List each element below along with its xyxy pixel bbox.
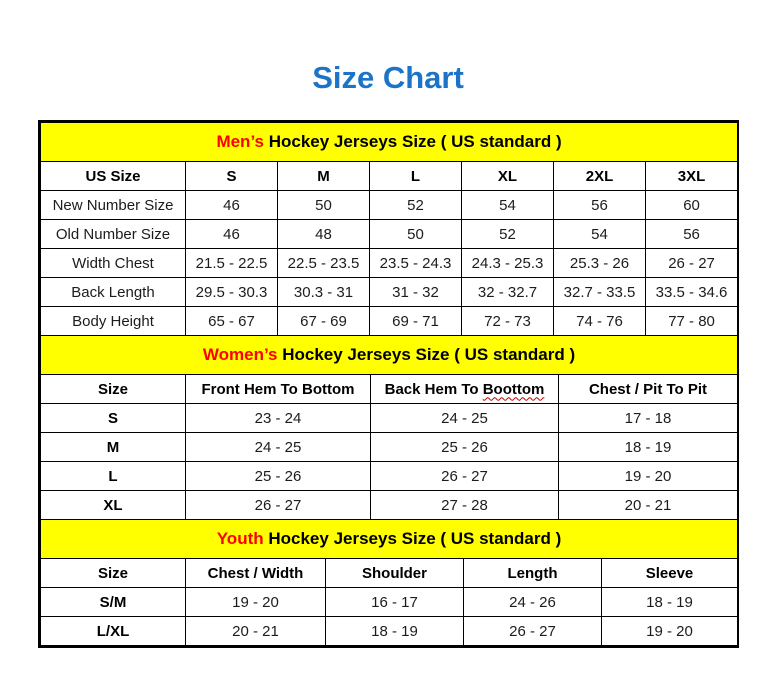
size-cell: 72 - 73 bbox=[462, 307, 554, 336]
row-label: Back Length bbox=[41, 278, 186, 307]
misspelled-word: Boottom bbox=[482, 380, 545, 398]
table-row bbox=[41, 123, 738, 162]
column-header: Shoulder bbox=[326, 559, 464, 588]
row-label: L bbox=[41, 462, 186, 491]
size-cell: 54 bbox=[462, 191, 554, 220]
mens-section-title-rest: Hockey Jerseys Size ( US standard ) bbox=[263, 132, 562, 151]
row-label: Old Number Size bbox=[41, 220, 186, 249]
row-label: S/M bbox=[41, 588, 186, 617]
table-row bbox=[41, 220, 738, 249]
size-cell: 50 bbox=[278, 191, 370, 220]
size-cell: 56 bbox=[554, 191, 646, 220]
size-cell: 24 - 26 bbox=[464, 588, 602, 617]
size-cell: 52 bbox=[370, 191, 462, 220]
column-header: XL bbox=[462, 162, 554, 191]
size-cell: 24.3 - 25.3 bbox=[462, 249, 554, 278]
size-cell: 20 - 21 bbox=[559, 491, 738, 520]
column-header: US Size bbox=[41, 162, 186, 191]
row-label: M bbox=[41, 433, 186, 462]
column-header: 2XL bbox=[554, 162, 646, 191]
row-label: L/XL bbox=[41, 617, 186, 646]
womens-section-title-highlight: Women’s bbox=[202, 345, 278, 364]
table-row bbox=[41, 307, 738, 336]
column-header: Front Hem To Bottom bbox=[186, 375, 371, 404]
size-cell: 24 - 25 bbox=[186, 433, 371, 462]
size-cell: 16 - 17 bbox=[326, 588, 464, 617]
size-cell: 19 - 20 bbox=[559, 462, 738, 491]
table-row bbox=[41, 617, 738, 646]
column-header: Size bbox=[41, 559, 186, 588]
size-cell: 65 - 67 bbox=[186, 307, 278, 336]
row-label: XL bbox=[41, 491, 186, 520]
size-cell: 26 - 27 bbox=[646, 249, 738, 278]
size-cell: 23.5 - 24.3 bbox=[370, 249, 462, 278]
womens-size-table bbox=[40, 335, 738, 520]
size-cell: 46 bbox=[186, 191, 278, 220]
table-row bbox=[41, 375, 738, 404]
size-cell: 50 bbox=[370, 220, 462, 249]
size-cell: 77 - 80 bbox=[646, 307, 738, 336]
size-cell: 52 bbox=[462, 220, 554, 249]
table-row bbox=[41, 249, 738, 278]
table-row bbox=[41, 191, 738, 220]
mens-size-table bbox=[40, 122, 738, 336]
column-header: Length bbox=[464, 559, 602, 588]
size-cell: 26 - 27 bbox=[186, 491, 371, 520]
youth-section-title-rest: Hockey Jerseys Size ( US standard ) bbox=[263, 529, 562, 548]
column-header: Size bbox=[41, 375, 186, 404]
womens-section-title bbox=[41, 336, 738, 375]
table-row bbox=[41, 462, 738, 491]
size-cell: 69 - 71 bbox=[370, 307, 462, 336]
table-row bbox=[41, 278, 738, 307]
size-cell: 33.5 - 34.6 bbox=[646, 278, 738, 307]
size-cell: 56 bbox=[646, 220, 738, 249]
column-header: Sleeve bbox=[602, 559, 738, 588]
size-cell: 48 bbox=[278, 220, 370, 249]
column-header: L bbox=[370, 162, 462, 191]
size-cell: 24 - 25 bbox=[371, 404, 559, 433]
mens-section-title bbox=[41, 123, 738, 162]
size-cell: 23 - 24 bbox=[186, 404, 371, 433]
womens-section-title-rest: Hockey Jerseys Size ( US standard ) bbox=[277, 345, 576, 364]
size-cell: 54 bbox=[554, 220, 646, 249]
row-label: Body Height bbox=[41, 307, 186, 336]
size-cell: 32 - 32.7 bbox=[462, 278, 554, 307]
size-cell: 29.5 - 30.3 bbox=[186, 278, 278, 307]
size-cell: 18 - 19 bbox=[602, 588, 738, 617]
column-header: S bbox=[186, 162, 278, 191]
size-cell: 25.3 - 26 bbox=[554, 249, 646, 278]
size-cell: 19 - 20 bbox=[186, 588, 326, 617]
size-cell: 22.5 - 23.5 bbox=[278, 249, 370, 278]
row-label: Width Chest bbox=[41, 249, 186, 278]
youth-section-title-highlight: Youth bbox=[216, 529, 264, 548]
table-row bbox=[41, 588, 738, 617]
row-label: New Number Size bbox=[41, 191, 186, 220]
size-cell: 32.7 - 33.5 bbox=[554, 278, 646, 307]
size-cell: 74 - 76 bbox=[554, 307, 646, 336]
page-title: Size Chart bbox=[312, 60, 464, 95]
column-header: 3XL bbox=[646, 162, 738, 191]
youth-section-title bbox=[41, 520, 738, 559]
youth-size-table bbox=[40, 519, 738, 646]
size-cell: 46 bbox=[186, 220, 278, 249]
size-cell: 31 - 32 bbox=[370, 278, 462, 307]
table-row bbox=[41, 491, 738, 520]
size-cell: 67 - 69 bbox=[278, 307, 370, 336]
size-cell: 26 - 27 bbox=[371, 462, 559, 491]
column-header: M bbox=[278, 162, 370, 191]
size-cell: 19 - 20 bbox=[602, 617, 738, 646]
table-row bbox=[41, 336, 738, 375]
size-chart-container bbox=[38, 120, 739, 648]
table-row bbox=[41, 520, 738, 559]
column-header-text: Back Hem To bbox=[384, 380, 483, 398]
table-row bbox=[41, 559, 738, 588]
table-row bbox=[41, 162, 738, 191]
size-cell: 17 - 18 bbox=[559, 404, 738, 433]
size-cell: 26 - 27 bbox=[464, 617, 602, 646]
size-cell: 25 - 26 bbox=[186, 462, 371, 491]
row-label: S bbox=[41, 404, 186, 433]
size-cell: 18 - 19 bbox=[559, 433, 738, 462]
size-cell: 27 - 28 bbox=[371, 491, 559, 520]
column-header: Chest / Pit To Pit bbox=[559, 375, 738, 404]
size-cell: 60 bbox=[646, 191, 738, 220]
column-header: Chest / Width bbox=[186, 559, 326, 588]
table-row bbox=[41, 404, 738, 433]
size-cell: 20 - 21 bbox=[186, 617, 326, 646]
mens-section-title-highlight: Men’s bbox=[216, 132, 264, 151]
size-cell: 30.3 - 31 bbox=[278, 278, 370, 307]
size-cell: 18 - 19 bbox=[326, 617, 464, 646]
size-cell: 25 - 26 bbox=[371, 433, 559, 462]
size-cell: 21.5 - 22.5 bbox=[186, 249, 278, 278]
table-row bbox=[41, 433, 738, 462]
column-header-with-typo bbox=[371, 375, 559, 404]
